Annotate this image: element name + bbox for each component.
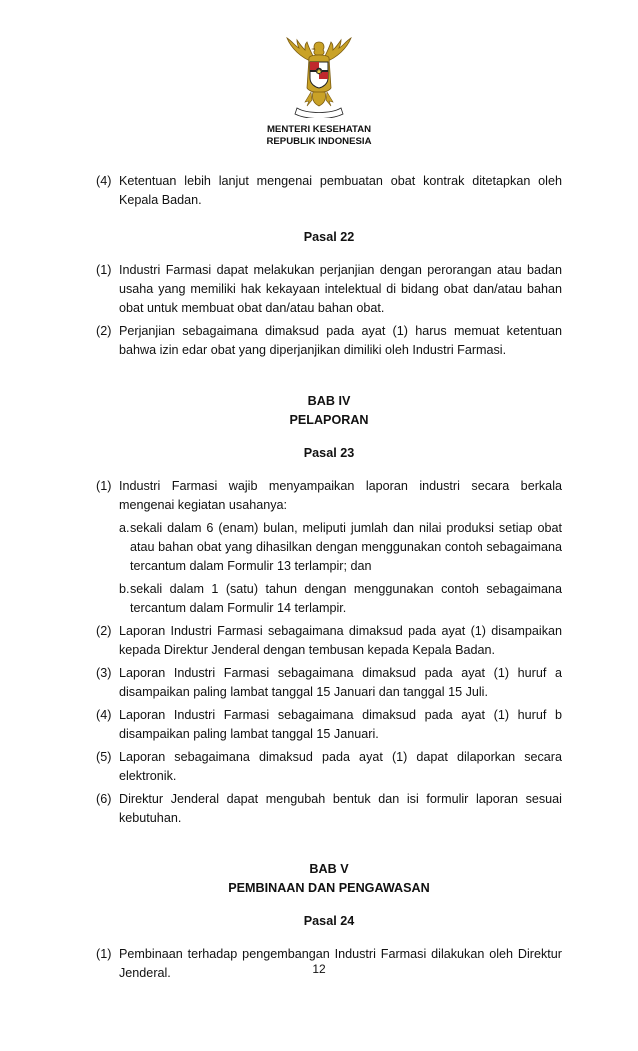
bab-v-title: PEMBINAAN DAN PENGAWASAN	[228, 881, 430, 895]
pasal23-ayat1-huruf-b	[96, 580, 562, 618]
pasal23-ayat1-huruf-a	[96, 519, 562, 576]
item-text: Laporan Industri Farmasi sebagaimana dimaksud pada ayat (1) disampaikan kepada Direktur Jenderal dengan tembusan kepada Kepala Badan.	[119, 624, 562, 657]
item-number: (4)	[96, 708, 112, 722]
bab-iv-heading: BAB IV	[307, 394, 351, 408]
item-text: Perjanjian sebagaimana dimaksud pada ayat (1) harus memuat ketentuan bahwa izin edar obat yang diperjanjikan dimiliki oleh Industri Farmasi.	[119, 324, 562, 357]
sub-item-text: sekali dalam 1 (satu) tahun dengan menggunakan contoh sebagaimana tercantum dalam Formulir 14 terlampir.	[130, 582, 562, 615]
pasal-24-heading: Pasal 24	[303, 914, 355, 928]
ministry-title: MENTERI KESEHATAN	[266, 124, 372, 135]
item-number: (4)	[96, 174, 112, 188]
bab-v-heading: BAB V	[309, 862, 349, 876]
page-number: 12	[312, 962, 326, 976]
item-text: Industri Farmasi dapat melakukan perjanjian dengan perorangan atau badan usaha yang memiliki hak kekayaan intelektual di bidang obat dan/atau bahan obat untuk membuat obat dan/atau bahan obat.	[119, 263, 562, 315]
item-text: Pembinaan terhadap pengembangan Industri Farmasi dilakukan oleh Direktur Jenderal.	[119, 947, 562, 980]
item-text: Direktur Jenderal dapat mengubah bentuk dan isi formulir laporan sesuai kebutuhan.	[119, 792, 562, 825]
pasal22-ayat2	[96, 322, 562, 360]
pasal-22-heading: Pasal 22	[303, 230, 355, 244]
sub-item-letter: b.	[119, 582, 130, 596]
item-number: (3)	[96, 666, 112, 680]
ministry-country: REPUBLIK INDONESIA	[266, 136, 372, 147]
item-number: (6)	[96, 792, 112, 806]
pasal23-ayat2	[96, 622, 562, 660]
pasal23-ayat3	[96, 664, 562, 702]
garuda-emblem-icon	[283, 36, 355, 118]
document-body	[96, 172, 562, 987]
item-number: (1)	[96, 479, 112, 493]
pasal23-ayat6	[96, 790, 562, 828]
sub-item-letter: a.	[119, 521, 130, 535]
item-number: (1)	[96, 263, 112, 277]
item-number: (5)	[96, 750, 112, 764]
pasal23-ayat5	[96, 748, 562, 786]
bab-iv-title: PELAPORAN	[289, 413, 369, 427]
pasal21-ayat4	[96, 172, 562, 210]
pasal23-ayat4	[96, 706, 562, 744]
item-number: (1)	[96, 947, 112, 961]
pasal22-ayat1	[96, 261, 562, 318]
item-number: (2)	[96, 624, 112, 638]
item-text: Laporan sebagaimana dimaksud pada ayat (1) dapat dilaporkan secara elektronik.	[119, 750, 562, 783]
item-number: (2)	[96, 324, 112, 338]
item-text: Laporan Industri Farmasi sebagaimana dimaksud pada ayat (1) huruf a disampaikan paling lambat tanggal 15 Januari dan tanggal 15 Juli.	[119, 666, 562, 699]
sub-item-text: sekali dalam 6 (enam) bulan, meliputi jumlah dan nilai produksi setiap obat atau bahan obat yang dihasilkan dengan menggunakan contoh sebagaimana tercantum dalam Formulir 13 terlampir; dan	[130, 521, 562, 573]
item-text: Ketentuan lebih lanjut mengenai pembuatan obat kontrak ditetapkan oleh Kepala Badan.	[119, 174, 562, 207]
item-text: Industri Farmasi wajib menyampaikan laporan industri secara berkala mengenai kegiatan usahanya:	[119, 479, 562, 512]
pasal-23-heading: Pasal 23	[303, 446, 355, 460]
item-text: Laporan Industri Farmasi sebagaimana dimaksud pada ayat (1) huruf b disampaikan paling lambat tanggal 15 Januari.	[119, 708, 562, 741]
pasal23-ayat1	[96, 477, 562, 515]
